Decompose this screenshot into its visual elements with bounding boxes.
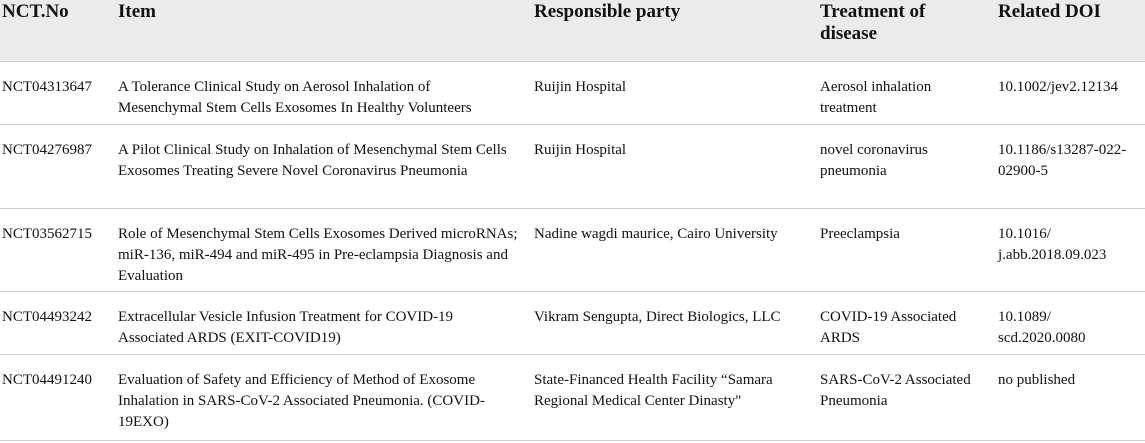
cell-treatment: COVID-19 Associated ARDS	[810, 291, 988, 354]
header-responsible-party: Responsible party	[524, 0, 810, 61]
cell-nct-no: NCT04491240	[0, 354, 108, 440]
cell-nct-no: NCT04313647	[0, 61, 108, 124]
header-row	[0, 0, 1145, 61]
table-row	[0, 354, 1145, 440]
table-body	[0, 61, 1145, 440]
cell-item: A Pilot Clinical Study on Inhalation of Mesenchymal Stem Cells Exosomes Treating Severe Novel Coronavirus Pneumonia	[108, 124, 524, 208]
cell-doi: no published	[988, 354, 1145, 440]
cell-nct-no: NCT04276987	[0, 124, 108, 208]
cell-doi: 10.1186/s13287-022-02900-5	[988, 124, 1145, 208]
table-row	[0, 61, 1145, 124]
cell-treatment: Aerosol inhalation treatment	[810, 61, 988, 124]
cell-nct-no: NCT04493242	[0, 291, 108, 354]
cell-item: Evaluation of Safety and Efficiency of Method of Exosome Inhalation in SARS-CoV-2 Associated Pneumonia. (COVID-19EXO)	[108, 354, 524, 440]
cell-item: Extracellular Vesicle Infusion Treatment for COVID-19 Associated ARDS (EXIT-COVID19)	[108, 291, 524, 354]
cell-nct-no: NCT03562715	[0, 208, 108, 291]
table-row	[0, 124, 1145, 208]
cell-doi: 10.1002/jev2.12134	[988, 61, 1145, 124]
table-row	[0, 208, 1145, 291]
cell-treatment: novel coronavirus pneumonia	[810, 124, 988, 208]
cell-responsible-party: Nadine wagdi maurice, Cairo University	[524, 208, 810, 291]
cell-responsible-party: Ruijin Hospital	[524, 61, 810, 124]
cell-treatment: Preeclampsia	[810, 208, 988, 291]
table-header	[0, 0, 1145, 61]
header-nct-no: NCT.No	[0, 0, 108, 61]
cell-responsible-party: Ruijin Hospital	[524, 124, 810, 208]
cell-responsible-party: State-Financed Health Facility “Samara Regional Medical Center Dinasty"	[524, 354, 810, 440]
cell-treatment: SARS-CoV-2 Associated Pneumonia	[810, 354, 988, 440]
cell-responsible-party: Vikram Sengupta, Direct Biologics, LLC	[524, 291, 810, 354]
cell-item: A Tolerance Clinical Study on Aerosol Inhalation of Mesenchymal Stem Cells Exosomes In Healthy Volunteers	[108, 61, 524, 124]
header-item: Item	[108, 0, 524, 61]
table-row	[0, 291, 1145, 354]
header-related-doi: Related DOI	[988, 0, 1145, 61]
cell-item: Role of Mesenchymal Stem Cells Exosomes Derived microRNAs; miR-136, miR-494 and miR-495 in Pre-eclampsia Diagnosis and Evaluation	[108, 208, 524, 291]
cell-doi: 10.1016/ j.abb.2018.09.023	[988, 208, 1145, 291]
cell-doi: 10.1089/ scd.2020.0080	[988, 291, 1145, 354]
header-treatment-of-disease: Treatment of disease	[810, 0, 988, 61]
